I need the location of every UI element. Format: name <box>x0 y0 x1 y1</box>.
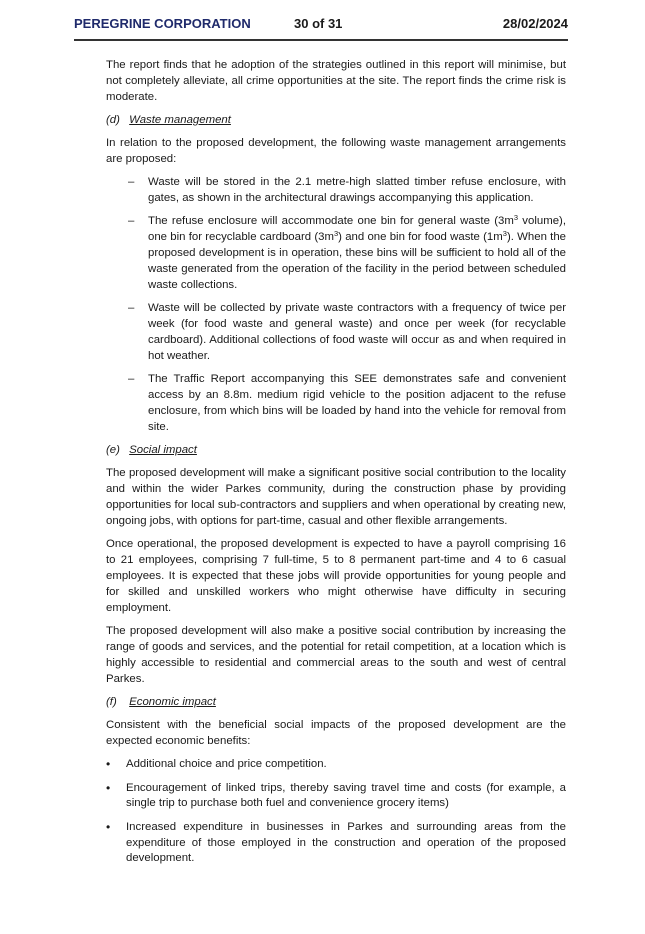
intro-paragraph: The report finds that he adoption of the strategies outlined in this report will minimise, but not completely alleviate, all crime opportunities at the site. The report finds the crime risk is moderate. <box>106 59 566 103</box>
social-paragraph: The proposed development will also make a positive social contribution by increasing the range of goods and services, and the potential for retail competition, at a location which is highly accessible to residential and commercial areas to the south and west of central Parkes. <box>106 625 566 685</box>
list-item <box>106 372 566 436</box>
dash-marker: – <box>128 373 135 386</box>
bullet-marker: • <box>106 780 111 795</box>
section-letter: (f) <box>106 695 117 708</box>
list-item-text: Additional choice and price competition. <box>126 758 327 771</box>
list-item-text: Increased expenditure in businesses in Parkes and surrounding areas from the expenditure of those employed in the construction and operation of the proposed development. <box>126 820 566 865</box>
header-divider <box>74 39 568 41</box>
section-title: Waste management <box>129 114 231 127</box>
list-item-text: Encouragement of linked trips, thereby saving travel time and costs (for example, a single trip to purchase both fuel and convenience grocery items) <box>126 781 566 810</box>
list-item-text: Waste will be collected by private waste contractors with a frequency of twice per week (for food waste and general waste) and once per week (for recyclable cardboard). Additional collections of food waste will occur as and when required in hot weather. <box>148 302 566 362</box>
social-paragraph: The proposed development will make a significant positive social contribution to the locality and within the wider Parkes community, during the construction phase by providing opportunities for local sub-contractors and suppliers and when operational by creating new, ongoing jobs, with options for part-time, casual and other flexible arrangements. <box>106 467 566 528</box>
section-letter: (e) <box>106 444 120 457</box>
document-date: 28/02/2024 <box>502 16 568 31</box>
section-letter: (d) <box>106 114 120 127</box>
page-number: 30 of 31 <box>294 16 343 31</box>
list-item <box>106 757 566 773</box>
page-header <box>74 14 568 34</box>
list-item-text: The refuse enclosure will accommodate one bin for general waste ($3m^3$ volume), one bin for recyclable cardboard $(3m^3)$ and one bin for food waste $(1m^3)$. When the proposed development is in operation, these bins will be sufficient to hold all of the waste generated from the operation of the facility in the period between scheduled waste collections. <box>148 213 566 292</box>
section-heading-waste-management <box>106 113 566 129</box>
waste-arrangements-list <box>106 175 566 435</box>
bullet-marker: • <box>106 757 111 772</box>
economic-benefits-list <box>106 757 566 867</box>
section-title: Social impact <box>129 444 197 457</box>
page-body <box>106 58 566 875</box>
economic-lead-paragraph: Consistent with the beneficial social impacts of the proposed development are the expected economic benefits: <box>106 719 566 748</box>
list-item-text: Waste will be stored in the 2.1 metre-high slatted timber refuse enclosure, with gates, as shown in the architectural drawings accompanying this application. <box>148 176 566 205</box>
list-item <box>106 301 566 365</box>
social-paragraph: Once operational, the proposed development is expected to have a payroll comprising 16 to 21 employees, comprising 7 full-time, 5 to 8 permanent part-time and 4 to 6 casual employees. It is expected that these jobs will provide opportunities for young people and for skilled and unskilled workers who might otherwise have difficulty in securing employment. <box>106 538 566 614</box>
list-item <box>106 214 566 294</box>
waste-lead-paragraph: In relation to the proposed development, the following waste management arrangements are proposed: <box>106 137 566 166</box>
dash-marker: – <box>128 215 135 228</box>
company-name: PEREGRINE CORPORATION <box>74 16 251 31</box>
section-heading-economic-impact <box>106 695 566 711</box>
section-title: Economic impact <box>129 695 216 708</box>
dash-marker: – <box>128 176 135 189</box>
dash-marker: – <box>128 302 135 315</box>
list-item <box>106 820 566 868</box>
list-item <box>106 781 566 813</box>
list-item <box>106 175 566 207</box>
list-item-text: The Traffic Report accompanying this SEE demonstrates safe and convenient access by an 8.8m. medium rigid vehicle to the position adjacent to the refuse enclosure, from which bins will be loaded by hand into the vehicle for removal from site. <box>148 373 566 433</box>
section-heading-social-impact <box>106 443 566 459</box>
bullet-marker: • <box>106 819 111 834</box>
